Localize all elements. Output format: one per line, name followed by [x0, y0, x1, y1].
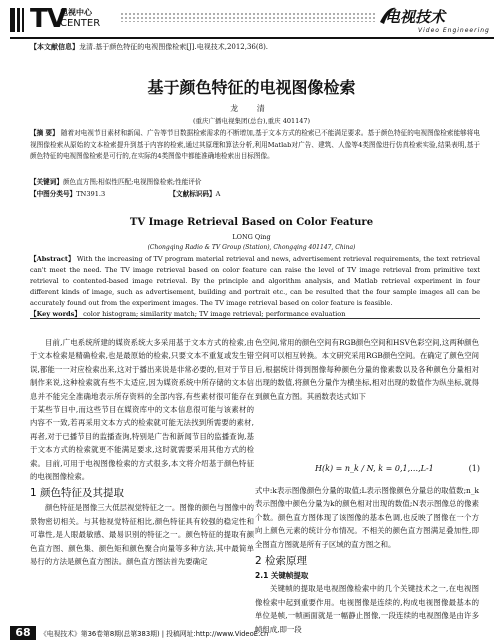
left-column — [30, 336, 254, 569]
logo-en: CENTER — [60, 18, 101, 29]
section-divider — [30, 318, 480, 319]
logo-tv: TV — [30, 4, 66, 34]
keywords-cn: 【关键词】颜色直方图;相似性匹配;电视图像检索;性能评价 — [30, 178, 202, 186]
section-2-1-heading: 2.1 关键帧提取 — [255, 571, 309, 581]
section-1-paragraph: 颜色特征是图像三大低层视觉特征之一。图像的颜色与图像中的景物密切相关。与其他视觉特征相比,颜色特征具有较强的稳定性和可靠性,是人眼最敏感、最易识别的特征之一。颜色特征的提取有颜色直方图、颜色集、颜色矩和颜色聚合向量等多种方法,其中最简单易行的方法是颜色直方图法。颜色直方图法首先要确定 — [30, 503, 254, 567]
page-number: 68 — [10, 626, 36, 640]
logo-cn: 电视中心 — [60, 8, 92, 17]
author: 龙 清 — [230, 104, 273, 113]
abstract-en: 【Abstract】 With the increasing of TV program material retrieval and news, advertisement retrieval requirements, the text retrieval can't meet the need. The TV image retrieval based on color feature can raise the level of TV image retrieval from primitive text retrieval to contented-based image retrieval. By the principle and algorithm analysis, and Matlab retrieval experiment in four different kinds of image, such as advertisement, building and portrait etc., can be resulted that the four sample images all can be accurately found out from the experiment images. The TV image retrieval based on color feature is feasible. — [30, 255, 480, 307]
logo-bars-icon — [10, 8, 26, 32]
citation: 【本文献信息】龙清.基于颜色特征的电视图像检索[J].电视技术,2012,36(8). — [30, 42, 269, 51]
logo-right-sub: Video Engineering — [418, 27, 490, 34]
logo-right: 电视技术 — [385, 8, 446, 26]
section-1-heading: 1 颜色特征及其提取 — [30, 487, 125, 500]
header-rule — [10, 37, 494, 39]
right-column-top — [255, 336, 479, 403]
color-space-paragraph: 色空间,常用的颜色空间有RGB颜色空间和HSV色彩空间,这两种颜色空间可以相互转换。本文研究采用RGB颜色空间。在确定了颜色空间后,根据统计得到图像每种颜色分量的像素数以及各种颜色分量相对出现的数值,将颜色分量作为横坐标,相对出现的数值作为纵坐标,就得到颜色直方图。其函数表达式如下 — [255, 338, 479, 401]
header-dot-pattern — [120, 12, 375, 22]
section-2-1-paragraph: 关键帧的提取是电视图像检索中的几个关键技术之一,在电视图像检索中起到重要作用。电视图像是连续的,构成电视图像最基本的单位是帧,一帧画面就是一幅静止图像,一段连续的电视图像是由许多帧组成,即一段 — [255, 584, 479, 634]
formula-explanation: 式中:k表示图像颜色分量的取值;L表示图像颜色分量总的取值数;n_k表示图像中颜色分量为k的颜色相对出现的数值;N表示图像总的像素个数。颜色直方图体现了该图像的基本色调,也反映了图像在一个方向上颜色元素的统计分布情况。不相关的颜色直方图满足叠加性,即全图直方图就是所有子区域的直方图之和。 — [255, 486, 479, 549]
histogram-formula: H(k) = n_k / N, k = 0,1,…,L-1 (1) — [315, 464, 480, 473]
abstract-cn: 【摘 要】 随着对电视节目素材和新闻、广告等节目数据检索需求的不断增加,基于文本方式的检索已不能满足要求。基于颜色特征的电视图像检索能够将电视图像检索从原始的文本检索提升到基于内容的检索,通过其原理和算法分析,利用Matlab对广告、建筑、人像等4类图像进行仿真检索实验,结果表明,基于颜色特征的电视图像检索是可行的,在实际的4类图像中都能准确地检索出目标图像。 — [30, 129, 480, 160]
classification: 【中图分类号】TN391.3 【文献标识码】A — [30, 190, 221, 198]
affiliation: (重庆广播电视集团(总台),重庆 401147) — [192, 117, 311, 125]
english-affiliation: (Chongqing Radio & TV Group (Station), Chongqing 401147, China) — [147, 244, 356, 251]
page-title: 基于颜色特征的电视图像检索 — [147, 78, 356, 97]
english-title: TV Image Retrieval Based on Color Feature — [129, 217, 374, 228]
right-column-bottom — [255, 484, 479, 636]
footer-journal-info: 《电视技术》第36卷第8期(总第383期) | 投稿网址:http://www.VideoE.cn — [40, 630, 269, 638]
keywords-en: 【Key words】 color histogram; similarity match; TV image retrieval; performance evaluation — [30, 310, 346, 318]
english-author: LONG Qing — [232, 233, 271, 241]
section-2-heading: 2 检索原理 — [255, 555, 308, 568]
intro-paragraph: 目前,广电系统所建的媒资系统大多采用基于文本方式的检索,由于文本检索是精确检索,也是最原始的检索,只要文本不重复或发生错误,都能一一对应检索出来,这对于播出来说是非常必要的,但对于节目制作来说,这种检索就有些不太适应,因为媒资系统中所存储的文本信息并不能完全准确地表示所存资料的全部内容,有些素材很可能存在于某些节目中,而这些节目在媒资库中的文本信息很可能与该素材的内容不一致,若再采用文本方式的检索就可能无法找到所需要的素材,再者,对于已播节目的监播查询,特别是广告和新闻节目的监播查询,基于文本方式的检索就更不能满足要求,这时就需要采用其他方式的检索。目前,可用于电视图像检索的方式很多,本文将介绍基于颜色特征的电视图像检索。 — [30, 338, 254, 482]
